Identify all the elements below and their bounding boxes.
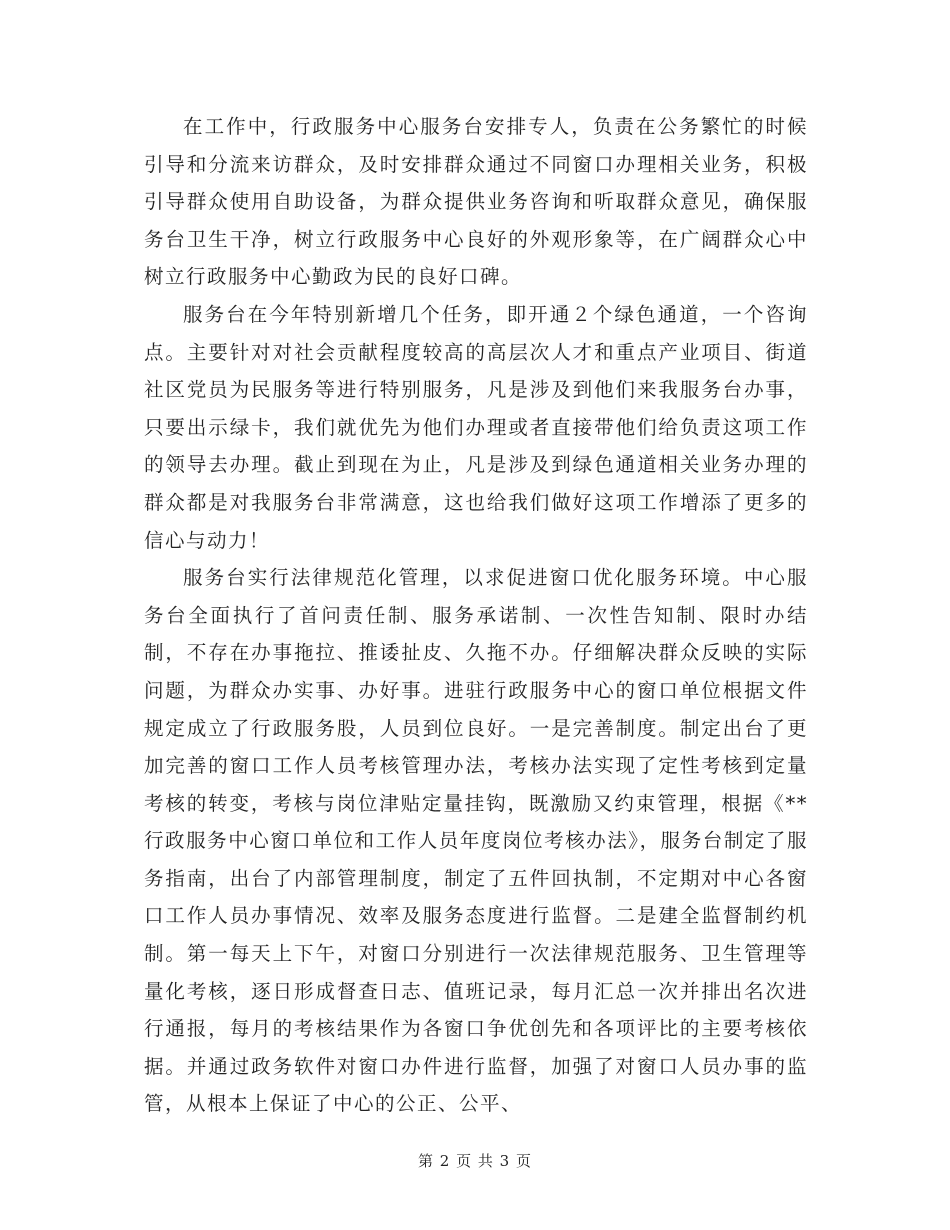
page-number-label: 第 2 页 共 3 页 xyxy=(418,1152,532,1170)
document-body xyxy=(144,108,808,1123)
paragraph-3: 服务台实行法律规范化管理，以求促进窗口优化服务环境。中心服务台全面执行了首问责任制、服务承诺制、一次性告知制、限时办结制，不存在办事拖拉、推诿扯皮、久拖不办。仔细解决群众反映的实际问题，为群众办实事、办好事。进驻行政服务中心的窗口单位根据文件规定成立了行政服务股，人员到位良好。一是完善制度。制定出台了更加完善的窗口工作人员考核管理办法，考核办法实现了定性考核到定量考核的转变，考核与岗位津贴定量挂钩，既激励又约束管理，根据《**行政服务中心窗口单位和工作人员年度岗位考核办法》，服务台制定了服务指南，出台了内部管理制度，制定了五件回执制，不定期对中心各窗口工作人员办事情况、效率及服务态度进行监督。二是建全监督制约机制。第一每天上下午，对窗口分别进行一次法律规范服务、卫生管理等量化考核，逐日形成督查日志、值班记录，每月汇总一次并排出名次进行通报，每月的考核结果作为各窗口争优创先和各项评比的主要考核依据。并通过政务软件对窗口办件进行监督，加强了对窗口人员办事的监管，从根本上保证了中心的公正、公平、 xyxy=(144,566,808,1116)
paragraph-2: 服务台在今年特别新增几个任务，即开通２个绿色通道，一个咨询点。主要针对对社会贡献程度较高的高层次人才和重点产业项目、街道社区党员为民服务等进行特别服务，凡是涉及到他们来我服务台办事，只要出示绿卡，我们就优先为他们办理或者直接带他们给负责这项工作的领导去办理。截止到现在为止，凡是涉及到绿色通道相关业务办理的群众都是对我服务台非常满意，这也给我们做好这项工作增添了更多的信心与动力！ xyxy=(144,302,808,552)
page-footer xyxy=(0,1150,950,1171)
paragraph-1: 在工作中，行政服务中心服务台安排专人，负责在公务繁忙的时候引导和分流来访群众，及时安排群众通过不同窗口办理相关业务，积极引导群众使用自助设备，为群众提供业务咨询和听取群众意见，确保服务台卫生干净，树立行政服务中心良好的外观形象等，在广阔群众心中树立行政服务中心勤政为民的良好口碑。 xyxy=(144,115,808,289)
